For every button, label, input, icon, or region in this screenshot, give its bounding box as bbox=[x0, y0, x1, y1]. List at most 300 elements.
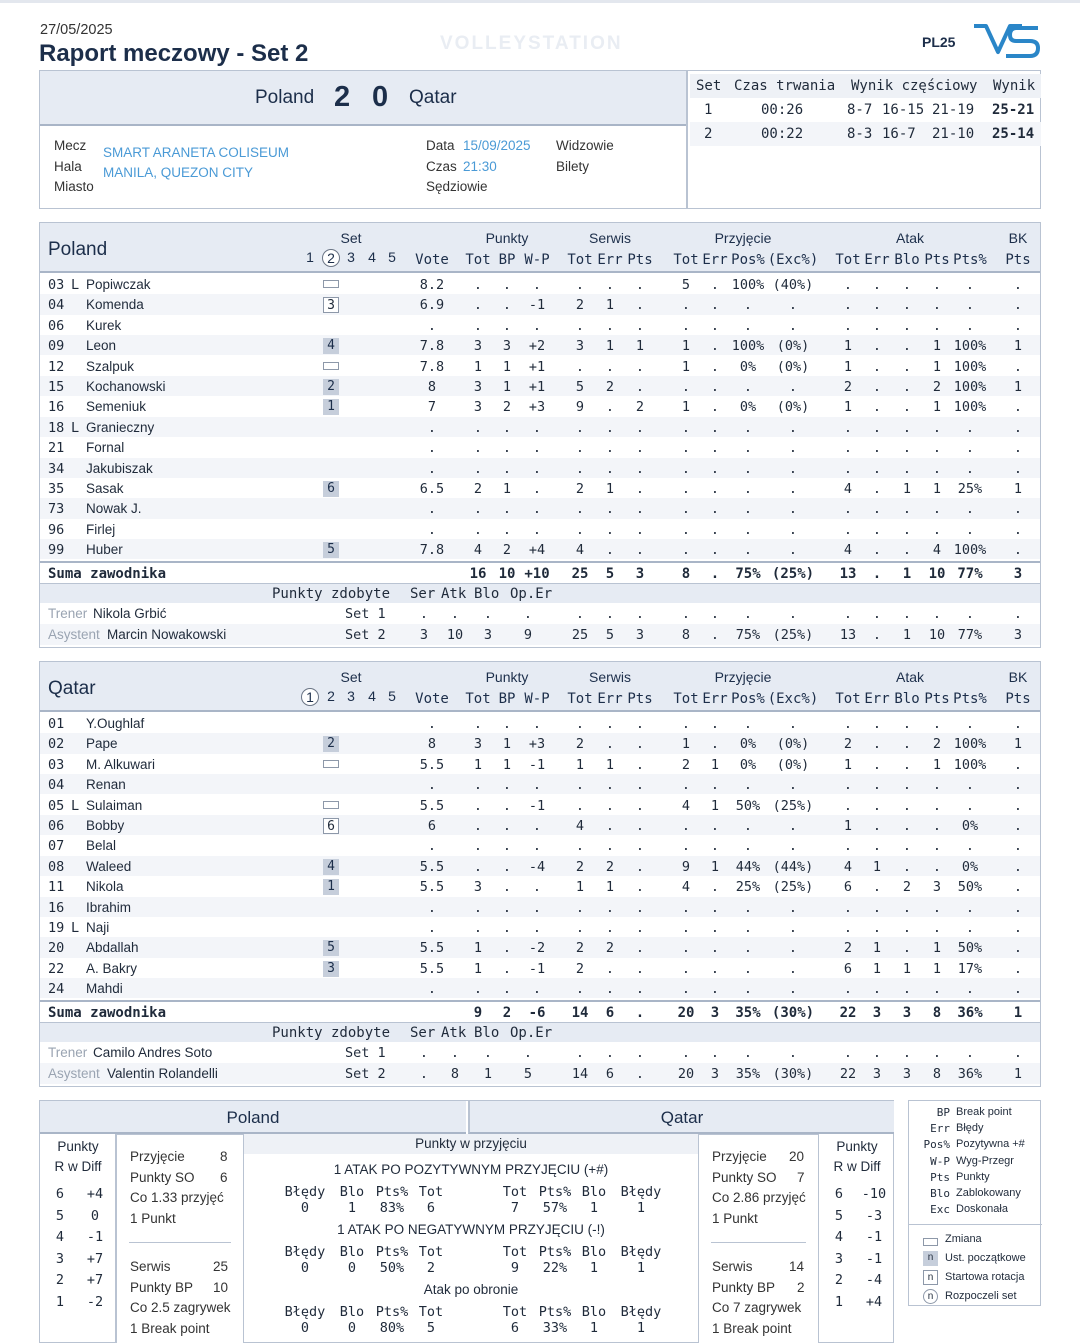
stat-cell: . bbox=[902, 460, 912, 477]
player-name: Szalpuk bbox=[86, 358, 135, 374]
stat-cell: 1 bbox=[681, 399, 691, 416]
player-number: 34 bbox=[48, 460, 65, 477]
stat-cell: . bbox=[710, 440, 720, 457]
stat-cell: . bbox=[965, 419, 975, 436]
legend-item bbox=[909, 1171, 1042, 1187]
set-stat-cell: 1 bbox=[1013, 1066, 1023, 1082]
stat-col-header: Pts bbox=[924, 691, 950, 707]
set-stat-cell: 77% bbox=[957, 627, 983, 643]
stat-cell: . bbox=[575, 440, 585, 457]
total-label: Suma zawodnika bbox=[48, 566, 167, 582]
reception-points-center bbox=[244, 1134, 698, 1343]
total-cell: 77% bbox=[957, 566, 983, 582]
stat-col-header: Pos% bbox=[731, 252, 765, 268]
stat-cell: . bbox=[872, 399, 882, 416]
player-number: 24 bbox=[48, 981, 65, 998]
label-widzowie: Widzowie bbox=[556, 138, 614, 153]
stat-cell: 9 bbox=[681, 858, 691, 875]
set-stat-cell: . bbox=[710, 1045, 720, 1061]
stat-col-header: Pts bbox=[924, 252, 950, 268]
stat-cell: . bbox=[427, 777, 437, 794]
stat-cell: (0%) bbox=[776, 338, 810, 355]
stat-cell: . bbox=[427, 501, 437, 518]
stat-cell: 2 bbox=[681, 756, 691, 773]
stat-cell: 1 bbox=[473, 940, 483, 957]
set-lineup-mark: 1 bbox=[323, 879, 339, 895]
stat-cell: . bbox=[605, 521, 615, 538]
stat-cell: . bbox=[965, 521, 975, 538]
stat-col-header: Blo bbox=[894, 691, 920, 707]
summary-panel bbox=[39, 1100, 894, 1343]
stat-cell: 3 bbox=[473, 379, 483, 395]
stat-cell: . bbox=[710, 338, 720, 355]
group-header: Set bbox=[340, 669, 362, 685]
set-stat-cell: . bbox=[605, 606, 615, 622]
stat-cell: 2 bbox=[502, 399, 512, 416]
stat-cell: . bbox=[788, 777, 798, 794]
stat-cell: 5.5 bbox=[419, 940, 445, 957]
stat-cell: . bbox=[605, 419, 615, 436]
partial-col-header: Wynik częściowy bbox=[851, 78, 978, 94]
stat-cell: 7 bbox=[427, 399, 437, 416]
stat-cell: . bbox=[575, 501, 585, 518]
left-col-header: Błędy bbox=[284, 1244, 326, 1260]
player-number: 19 bbox=[48, 920, 65, 936]
team-total-row bbox=[40, 1000, 1040, 1022]
stat-cell: . bbox=[872, 899, 882, 916]
stat-cell: . bbox=[872, 818, 882, 834]
stat-cell: . bbox=[710, 920, 720, 936]
stat-cell: . bbox=[473, 317, 483, 334]
legend-key: Blo bbox=[930, 1187, 950, 1200]
set-stat-cell: 25 bbox=[571, 627, 589, 643]
label-sedziowie: Sędziowie bbox=[426, 179, 488, 194]
stat-cell: 1 bbox=[932, 940, 942, 957]
player-name: Granieczny bbox=[86, 419, 155, 435]
stat-cell: 1 bbox=[932, 399, 942, 416]
stat-cell: . bbox=[932, 899, 942, 916]
stat-cell: . bbox=[1013, 277, 1023, 293]
stat-cell: . bbox=[1013, 542, 1023, 559]
player-number: 04 bbox=[48, 297, 65, 314]
stat-cell: . bbox=[473, 501, 483, 518]
right-col-header: Błędy bbox=[620, 1304, 662, 1320]
stat-cell: 2 bbox=[843, 940, 853, 957]
right-col-header: Błędy bbox=[620, 1184, 662, 1200]
partial-score: 21-19 bbox=[932, 102, 975, 118]
stat-cell: 3 bbox=[932, 879, 942, 896]
stat-cell: . bbox=[872, 419, 882, 436]
stat-cell: . bbox=[843, 440, 853, 457]
player-name: Huber bbox=[86, 542, 123, 558]
set-stat-cell: 75% bbox=[735, 627, 761, 643]
player-name: Leon bbox=[86, 338, 117, 354]
stat-cell: . bbox=[743, 940, 753, 957]
player-number: 35 bbox=[48, 481, 65, 497]
legend-mark-text: Rozpoczeli set bbox=[945, 1290, 1017, 1302]
stat-cell: . bbox=[788, 981, 798, 998]
stat-cell: 2 bbox=[473, 481, 483, 497]
stat-cell: 1 bbox=[681, 358, 691, 375]
stat-cell: 1 bbox=[635, 338, 645, 355]
set-results-table bbox=[690, 74, 1041, 146]
stat-cell: . bbox=[427, 716, 437, 732]
stat-cell: . bbox=[965, 777, 975, 794]
points-scored-col: Atk bbox=[441, 1025, 467, 1041]
so-value: 6 bbox=[220, 1170, 228, 1185]
stat-col-header: Pts% bbox=[953, 691, 987, 707]
stat-cell: 3 bbox=[473, 879, 483, 896]
player-row bbox=[40, 519, 1040, 539]
stat-cell: 1 bbox=[1013, 379, 1023, 395]
player-name: Mahdi bbox=[86, 981, 123, 997]
stat-cell: 0% bbox=[961, 858, 979, 875]
stat-cell: . bbox=[575, 277, 585, 293]
stat-cell: 100% bbox=[731, 277, 765, 293]
stat-cell: . bbox=[635, 777, 645, 794]
stat-cell: . bbox=[743, 981, 753, 998]
set-stat-cell: 6 bbox=[605, 1066, 615, 1082]
left-col-header: Pts% bbox=[375, 1184, 409, 1200]
stat-cell: . bbox=[635, 379, 645, 395]
set-number-header: 1 bbox=[301, 688, 319, 706]
set-lineup-mark bbox=[323, 801, 339, 809]
right-col-header: Błędy bbox=[620, 1244, 662, 1260]
stat-cell: . bbox=[1013, 297, 1023, 314]
set-stat-cell: . bbox=[419, 1066, 429, 1082]
set-stat-cell: 8 bbox=[932, 1066, 942, 1082]
stat-cell: . bbox=[502, 501, 512, 518]
summary-away-title: Qatar bbox=[468, 1101, 894, 1134]
stat-cell: . bbox=[1013, 440, 1023, 457]
summary-home-title: Poland bbox=[40, 1101, 466, 1134]
stat-cell: . bbox=[710, 277, 720, 293]
stat-cell: . bbox=[710, 981, 720, 998]
stat-col-header: Pts bbox=[1005, 691, 1031, 707]
player-number: 05 bbox=[48, 797, 65, 814]
set-lineup-mark: 1 bbox=[323, 399, 339, 415]
left-val: 0 bbox=[347, 1320, 357, 1336]
stat-cell: . bbox=[710, 317, 720, 334]
player-number: 18 bbox=[48, 419, 65, 436]
page-title: Raport meczowy - Set 2 bbox=[39, 40, 309, 67]
set-stat-cell: . bbox=[681, 606, 691, 622]
set-stat-row bbox=[40, 603, 1040, 624]
stat-cell: . bbox=[843, 797, 853, 814]
legend-value: Break point bbox=[956, 1106, 1012, 1118]
stat-cell: . bbox=[1013, 399, 1023, 416]
stat-cell: . bbox=[473, 716, 483, 732]
partial-score: 8-3 bbox=[847, 126, 873, 142]
stat-cell: . bbox=[575, 358, 585, 375]
staff-name: Valentin Rolandelli bbox=[107, 1066, 218, 1081]
set-number-header: 1 bbox=[306, 249, 314, 265]
stat-cell: (44%) bbox=[772, 858, 814, 875]
stat-col-header: Tot bbox=[465, 691, 491, 707]
legend-value: Punkty bbox=[956, 1170, 990, 1183]
stat-cell: . bbox=[502, 858, 512, 875]
stat-cell: . bbox=[843, 521, 853, 538]
set-stat-cell: . bbox=[1013, 1045, 1023, 1061]
stat-cell: 1 bbox=[1013, 736, 1023, 753]
stat-cell: . bbox=[1013, 838, 1023, 855]
stat-cell: . bbox=[902, 277, 912, 293]
partial-score: 21-10 bbox=[932, 126, 975, 142]
player-row bbox=[40, 897, 1040, 917]
stat-cell: . bbox=[605, 960, 615, 977]
stat-cell: . bbox=[902, 542, 912, 559]
stat-cell: 1 bbox=[473, 960, 483, 977]
rotation-diff: +7 bbox=[86, 1250, 104, 1267]
stat-cell: -1 bbox=[528, 797, 546, 814]
stat-cell: . bbox=[902, 399, 912, 416]
stat-cell: 2 bbox=[932, 379, 942, 395]
stat-cell: 44% bbox=[735, 858, 761, 875]
stat-cell: . bbox=[902, 338, 912, 355]
player-number: 21 bbox=[48, 440, 65, 457]
right-col-header: Blo bbox=[581, 1184, 607, 1200]
right-val: 1 bbox=[636, 1320, 646, 1336]
set-stat-cell: . bbox=[843, 606, 853, 622]
set-lineup-mark: 3 bbox=[323, 297, 339, 313]
stat-cell: 2 bbox=[605, 858, 615, 875]
right-col-header: Pts% bbox=[538, 1244, 572, 1260]
set-stat-row bbox=[40, 624, 1040, 645]
legend-value: Błędy bbox=[956, 1122, 984, 1135]
reception-label: Przyjęcie bbox=[130, 1149, 185, 1164]
total-cell: 3 bbox=[635, 566, 645, 582]
rotation-number: 4 bbox=[834, 1229, 844, 1245]
stat-cell: . bbox=[473, 460, 483, 477]
volleystation-logo-icon bbox=[972, 20, 1042, 62]
stat-cell: 4 bbox=[681, 879, 691, 896]
total-cell: +10 bbox=[524, 566, 550, 582]
stat-cell: 100% bbox=[953, 736, 987, 753]
legend-mark-row bbox=[909, 1268, 1042, 1287]
stat-cell: . bbox=[1013, 920, 1023, 936]
stat-cell: . bbox=[681, 777, 691, 794]
stat-cell: . bbox=[473, 521, 483, 538]
stat-cell: . bbox=[788, 440, 798, 457]
rotation-diff: -3 bbox=[865, 1207, 883, 1224]
stat-col-header: Err bbox=[702, 691, 728, 707]
stat-cell: . bbox=[502, 716, 512, 732]
stat-cell: . bbox=[932, 981, 942, 998]
set-number: 1 bbox=[704, 102, 713, 118]
stat-cell: . bbox=[965, 920, 975, 936]
stat-cell: . bbox=[532, 879, 542, 896]
left-val: 0 bbox=[300, 1260, 310, 1276]
stat-cell: . bbox=[681, 501, 691, 518]
stat-cell: . bbox=[932, 277, 942, 293]
stat-cell: . bbox=[872, 338, 882, 355]
stat-cell: 2 bbox=[575, 960, 585, 977]
stat-cell: . bbox=[427, 899, 437, 916]
stat-cell: 100% bbox=[953, 358, 987, 375]
rotation-number: 1 bbox=[834, 1293, 844, 1310]
set-stat-cell: . bbox=[635, 1045, 645, 1061]
stat-cell: . bbox=[635, 317, 645, 334]
stat-cell: 7.8 bbox=[419, 542, 445, 559]
legend-value: Zablokowany bbox=[956, 1187, 1021, 1199]
libero-flag: L bbox=[71, 920, 80, 936]
stat-cell: (0%) bbox=[776, 736, 810, 753]
group-header: Set bbox=[340, 230, 362, 246]
points-scored-col: Ser bbox=[410, 586, 436, 602]
set-stat-cell: . bbox=[575, 1045, 585, 1061]
stat-cell: . bbox=[635, 797, 645, 814]
stat-cell: . bbox=[965, 797, 975, 814]
rotation-diff: -1 bbox=[865, 1250, 883, 1267]
group-header: BK bbox=[1008, 669, 1028, 685]
stat-cell: 100% bbox=[731, 338, 765, 355]
stat-cell: 50% bbox=[957, 940, 983, 957]
stat-cell: . bbox=[710, 940, 720, 957]
stat-col-header: Err bbox=[864, 252, 890, 268]
stat-cell: . bbox=[575, 460, 585, 477]
stat-cell: . bbox=[575, 838, 585, 855]
match-date: 15/09/2025 bbox=[463, 138, 531, 153]
reception-value: 8 bbox=[220, 1149, 228, 1164]
stat-cell: . bbox=[635, 981, 645, 998]
stat-col-header: Tot bbox=[673, 691, 699, 707]
set-stat-cell: . bbox=[872, 627, 882, 643]
set-stat-cell: . bbox=[483, 606, 493, 622]
total-cell: 36% bbox=[957, 1005, 983, 1021]
stat-cell: . bbox=[1013, 521, 1023, 538]
stat-cell: . bbox=[502, 317, 512, 334]
left-val: 80% bbox=[379, 1320, 405, 1336]
legend-symbol: n bbox=[923, 1289, 938, 1304]
stat-cell: 6 bbox=[843, 960, 853, 977]
player-name: Kurek bbox=[86, 317, 122, 333]
stat-cell: (40%) bbox=[772, 277, 814, 293]
stat-cell: 3 bbox=[473, 399, 483, 416]
reception-rate: Co 2.86 przyjęć bbox=[712, 1190, 806, 1205]
group-header: Punkty bbox=[485, 230, 529, 246]
watermark: VOLLEYSTATION bbox=[440, 33, 623, 54]
set-stat-cell: . bbox=[681, 1045, 691, 1061]
player-row bbox=[40, 539, 1040, 559]
stat-cell: . bbox=[635, 756, 645, 773]
stat-cell: . bbox=[932, 858, 942, 875]
section-title: Atak po obronie bbox=[423, 1282, 519, 1297]
stat-cell: . bbox=[1013, 940, 1023, 957]
left-col-header: Tot bbox=[418, 1244, 444, 1260]
stat-cell: . bbox=[605, 542, 615, 559]
stat-col-header: W-P bbox=[524, 691, 550, 707]
stat-col-header: BP bbox=[498, 252, 516, 268]
player-number: 08 bbox=[48, 858, 65, 875]
top-border bbox=[0, 0, 1080, 3]
stat-cell: . bbox=[788, 521, 798, 538]
player-name: Sasak bbox=[86, 481, 124, 496]
player-row bbox=[40, 315, 1040, 335]
stat-cell: 1 bbox=[710, 858, 720, 875]
stat-cell: 1 bbox=[473, 756, 483, 773]
left-col-header: Błędy bbox=[284, 1184, 326, 1200]
stat-cell: . bbox=[932, 818, 942, 834]
player-number: 03 bbox=[48, 756, 65, 773]
stat-cell: . bbox=[635, 716, 645, 732]
stat-cell: 1 bbox=[872, 960, 882, 977]
stat-cell: . bbox=[635, 736, 645, 753]
group-header: Atak bbox=[895, 230, 924, 246]
right-val: 57% bbox=[542, 1200, 568, 1216]
stat-cell: 1 bbox=[605, 879, 615, 896]
stat-cell: . bbox=[788, 481, 798, 497]
divider bbox=[711, 1242, 806, 1243]
total-cell: 8 bbox=[932, 1005, 942, 1021]
set-row-label: Set 1 bbox=[345, 606, 386, 622]
set-result: 25-21 bbox=[992, 102, 1035, 118]
total-cell: 16 bbox=[469, 566, 487, 582]
rotation-diff: -1 bbox=[865, 1229, 883, 1245]
stat-cell: 2 bbox=[575, 736, 585, 753]
stat-cell: +2 bbox=[528, 338, 546, 355]
stat-cell: . bbox=[1013, 460, 1023, 477]
stat-cell: . bbox=[710, 879, 720, 896]
stat-cell: 5.5 bbox=[419, 960, 445, 977]
stat-cell: . bbox=[902, 716, 912, 732]
player-name: Semeniuk bbox=[86, 399, 147, 415]
player-row bbox=[40, 978, 1040, 998]
player-number: 15 bbox=[48, 379, 65, 395]
stat-cell: . bbox=[743, 960, 753, 977]
stat-cell: . bbox=[872, 777, 882, 794]
stat-cell: . bbox=[681, 481, 691, 497]
stat-cell: 2 bbox=[843, 736, 853, 753]
stat-cell: . bbox=[605, 920, 615, 936]
stat-cell: . bbox=[902, 858, 912, 875]
legend-mark-row bbox=[909, 1287, 1042, 1306]
stat-cell: . bbox=[902, 818, 912, 834]
stat-cell: . bbox=[532, 716, 542, 732]
stat-cell: . bbox=[902, 797, 912, 814]
stat-cell: . bbox=[532, 818, 542, 834]
player-name: Fornal bbox=[86, 440, 125, 456]
stat-cell: 50% bbox=[735, 797, 761, 814]
stat-cell: . bbox=[605, 777, 615, 794]
legend-item bbox=[909, 1138, 1042, 1154]
set-stat-cell: 5 bbox=[605, 627, 615, 643]
stat-cell: . bbox=[605, 981, 615, 998]
so-value: 7 bbox=[797, 1170, 805, 1185]
group-header: BK bbox=[1008, 230, 1028, 246]
stat-cell: 2 bbox=[575, 297, 585, 314]
stat-cell: . bbox=[902, 736, 912, 753]
stat-cell: . bbox=[681, 542, 691, 559]
player-number: 96 bbox=[48, 521, 65, 538]
player-name: Waleed bbox=[86, 858, 132, 874]
set-stat-cell: . bbox=[523, 606, 533, 622]
player-name: Y.Oughlaf bbox=[86, 716, 145, 731]
stat-col-header: (Exc%) bbox=[767, 252, 819, 268]
stat-cell: . bbox=[502, 879, 512, 896]
stat-cell: . bbox=[872, 481, 882, 497]
player-name: Naji bbox=[86, 920, 110, 935]
stat-cell: . bbox=[902, 899, 912, 916]
stat-col-header: BP bbox=[498, 691, 516, 707]
stat-cell: 1 bbox=[575, 879, 585, 896]
stat-cell: (0%) bbox=[776, 756, 810, 773]
stat-cell: . bbox=[932, 797, 942, 814]
stat-cell: 3 bbox=[575, 338, 585, 355]
total-cell: 75% bbox=[735, 566, 761, 582]
stat-cell: . bbox=[872, 460, 882, 477]
stat-cell: . bbox=[902, 297, 912, 314]
player-number: 99 bbox=[48, 542, 65, 559]
